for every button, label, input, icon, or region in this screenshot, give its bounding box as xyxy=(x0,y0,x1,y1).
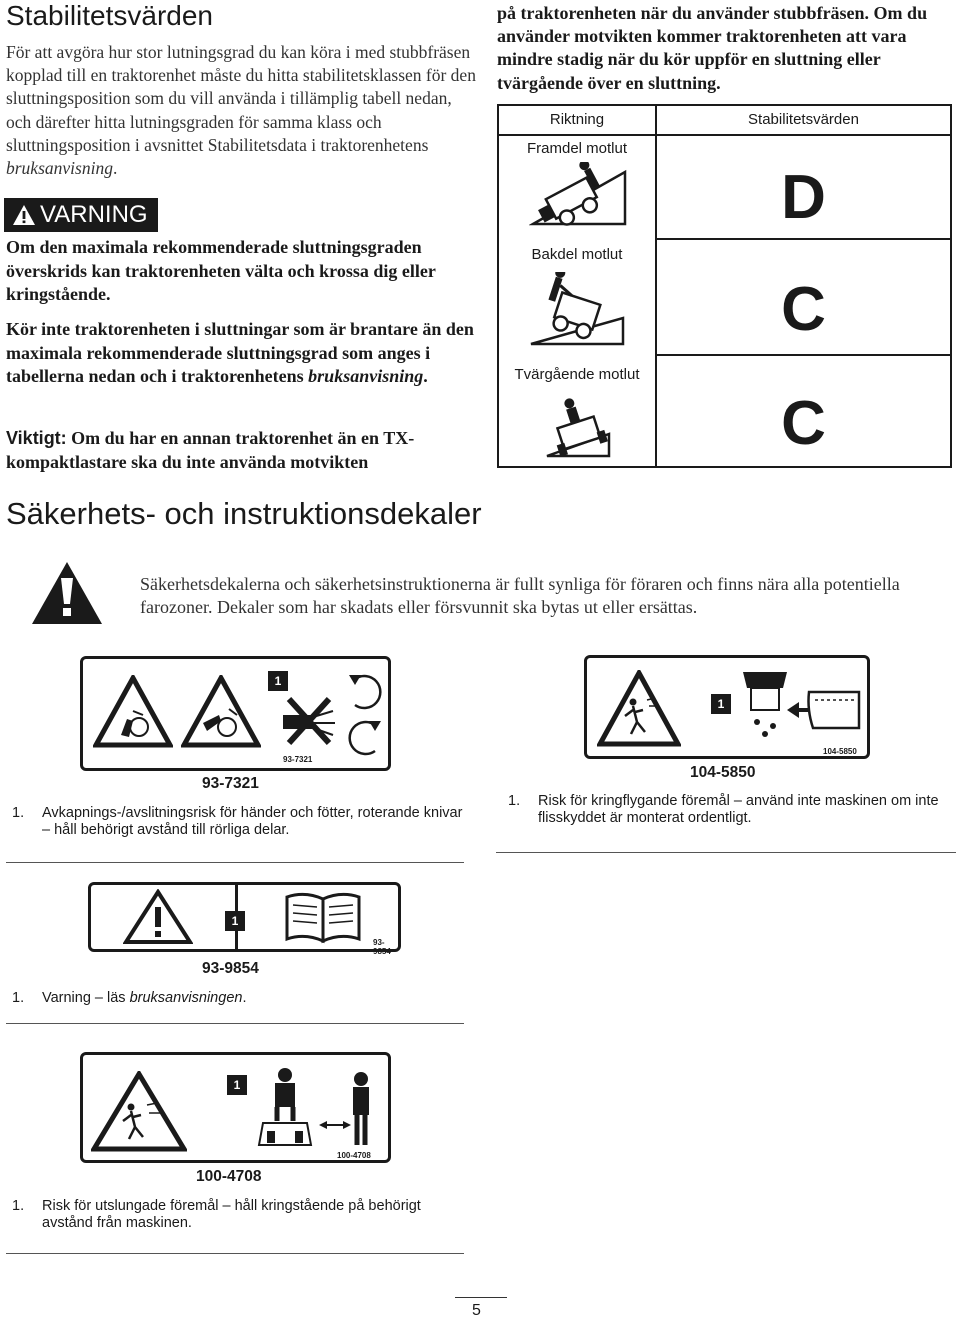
callout-number: 1 xyxy=(268,671,288,691)
callout-number: 1 xyxy=(711,694,731,714)
decal-code-caption: 93-7321 xyxy=(202,775,259,792)
table-divider xyxy=(657,354,950,356)
item-text: Avkapnings-/avslitningsrisk för händer och fötter, roterande knivar – håll behörigt avstånd till rörliga delar. xyxy=(42,805,463,838)
decal-code-caption: 93-9854 xyxy=(202,960,259,977)
decal-104-5850 xyxy=(584,655,870,759)
decal-code-small: 93-7321 xyxy=(283,755,313,764)
important-label: Viktigt: xyxy=(6,428,67,448)
rotating-arrows-icon xyxy=(345,669,385,761)
important-note-continued: på traktorenheten när du använder stubbfräsen. Om du använder motvikten kommer traktorenheten att vara mindre stadig när du kör uppför en sluttning eller tvärgående över en sluttning. xyxy=(497,3,928,93)
decal-description xyxy=(12,990,472,1008)
decal-100-4708 xyxy=(80,1052,391,1163)
stability-intro-italic: bruksanvisning xyxy=(6,158,113,179)
item-number: 1. xyxy=(508,793,521,809)
direction-label: Tvärgående motlut xyxy=(514,366,640,383)
callout-number: 1 xyxy=(227,1075,247,1095)
warning-paragraph-2-italic: bruksanvisning xyxy=(308,366,424,386)
table-divider xyxy=(499,134,950,136)
important-note xyxy=(6,426,481,474)
decal-code-small: 93-9854 xyxy=(373,938,391,956)
important-text: Om du har en annan traktorenhet än en TX-kompaktlastare ska du inte använda motvikten xyxy=(6,428,415,472)
decal-93-9854 xyxy=(88,882,401,956)
stability-class-value: C xyxy=(781,389,826,458)
chip-guard-install-icon xyxy=(737,666,863,746)
stability-intro-paragraph: För att avgöra hur stor lutningsgrad du kan köra i med stubbfräsen kopplad till en traktorenhet måste du hitta stabilitetsklassen för den sluttningsposition som du vill använda i tillämplig tabell nedan, och därefter hitta lutningsgraden för samma klass och sluttningsposition i avsnittet Stabilitetsdata i traktorenhetens bruksanvisning. xyxy=(6,42,476,179)
hand-foot-blade-hazard-icon xyxy=(93,675,173,749)
decal-code-small: 100-4708 xyxy=(337,1151,371,1160)
decals-intro-paragraph: Säkerhetsdekalerna och säkerhetsinstruktionerna är fullt synliga för föraren och finns nära alla potentiella farozoner. Dekaler som har skadats eller försvunnit ska bytas ut eller ersättas. xyxy=(140,574,900,618)
thrown-object-hazard-icon xyxy=(597,670,681,748)
warning-triangle-icon xyxy=(12,204,36,226)
warning-paragraph-2-text: Kör inte traktorenheten i sluttningar som är brantare än den maximala rekommenderade sluttningsgrad som anges i tabellerna nedan och i traktorenhetens xyxy=(6,319,474,386)
decal-description xyxy=(12,1198,472,1234)
divider-rule xyxy=(6,1023,464,1024)
safety-alert-icon xyxy=(30,560,104,626)
table-divider xyxy=(657,238,950,240)
item-text-end: . xyxy=(242,990,247,1006)
decal-description xyxy=(508,793,954,829)
warning-label: VARNING xyxy=(40,201,148,228)
stability-intro-text: För att avgöra hur stor lutningsgrad du kan köra i med stubbfräsen kopplad till en traktorenhet måste du hitta stabilitetsklassen för den sluttningsposition som du vill använda i tillämplig tabell nedan, och därefter hitta lutningsgraden för samma klass och sluttningsposition i avsnittet Stabilitetsdata i traktorenhetens xyxy=(6,42,476,155)
warning-paragraph-1: Om den maximala rekommenderade sluttningsgraden överskrids kan traktorenheten välta och krossa dig eller kringstående. xyxy=(6,237,436,304)
thrown-object-hazard-icon xyxy=(91,1071,187,1153)
item-text: Varning – läs xyxy=(42,990,126,1006)
keep-bystanders-away-icon xyxy=(249,1065,379,1153)
read-manual-book-icon xyxy=(283,889,363,945)
item-number: 1. xyxy=(12,1198,25,1214)
uphill-forward-icon xyxy=(529,162,629,228)
item-text-wrap xyxy=(42,990,246,1007)
no-hands-crossed-icon xyxy=(279,693,339,749)
decal-code-caption: 100-4708 xyxy=(196,1168,262,1185)
table-header-direction: Riktning xyxy=(549,111,605,128)
item-text-italic: bruksanvisningen xyxy=(129,990,243,1006)
stability-table xyxy=(497,104,952,468)
item-number: 1. xyxy=(12,805,25,821)
hand-blade-hazard-icon xyxy=(181,675,261,749)
direction-label: Framdel motlut xyxy=(526,140,628,157)
item-text: Risk för utslungade föremål – håll kringstående på behörigt avstånd från maskinen. xyxy=(42,1198,421,1231)
item-number: 1. xyxy=(12,990,25,1006)
uphill-rear-icon xyxy=(527,272,627,348)
page-number-rule xyxy=(455,1297,507,1298)
warning-triangle-icon xyxy=(123,889,193,945)
item-text: Risk för kringflygande föremål – använd inte maskinen om inte flisskyddet är monterat ordentligt. xyxy=(538,793,939,826)
section-heading-decals: Säkerhets- och instruktionsdekaler xyxy=(6,496,482,531)
divider-rule xyxy=(496,852,956,853)
decal-description xyxy=(12,805,472,841)
side-slope-icon xyxy=(545,394,611,460)
section-heading-stability: Stabilitetsvärden xyxy=(6,0,214,31)
warning-paragraph-2: Kör inte traktorenheten i sluttningar som är brantare än den maximala rekommenderade sluttningsgrad som anges i tabellerna nedan och i traktorenhetens bruksanvisning. xyxy=(6,319,474,386)
stability-class-value: D xyxy=(781,163,826,232)
warning-badge xyxy=(4,198,158,232)
divider-rule xyxy=(6,862,464,863)
decal-code-small: 104-5850 xyxy=(823,747,857,756)
direction-label: Bakdel motlut xyxy=(531,246,623,263)
divider-rule xyxy=(6,1253,464,1254)
decal-code-caption: 104-5850 xyxy=(690,764,756,781)
callout-number: 1 xyxy=(225,911,245,931)
stability-class-value: C xyxy=(781,275,826,344)
page-number: 5 xyxy=(472,1302,481,1319)
decal-93-7321 xyxy=(80,656,391,771)
table-header-values: Stabilitetsvärden xyxy=(748,111,859,128)
